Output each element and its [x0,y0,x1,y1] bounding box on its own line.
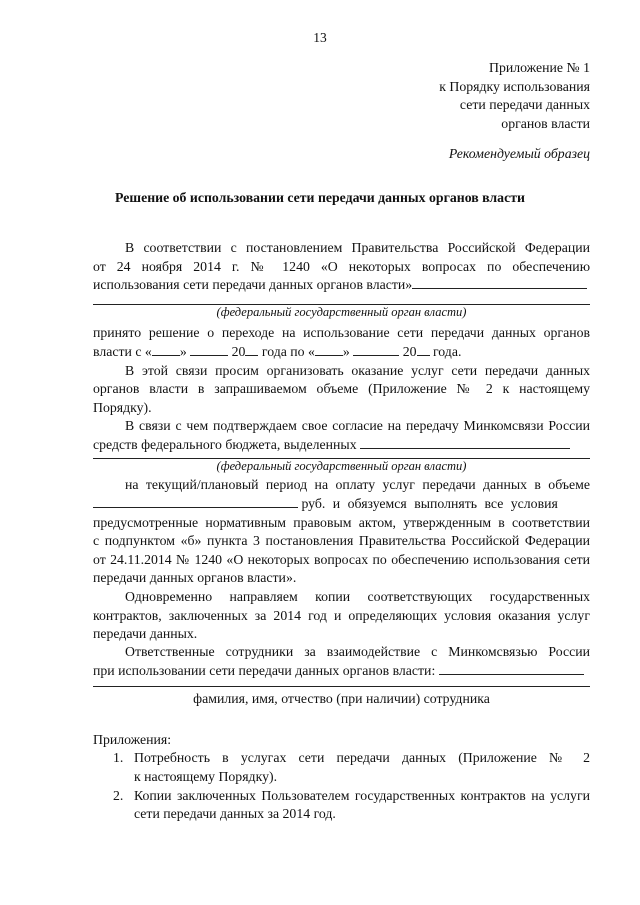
annex-line: сети передачи данных [459,97,590,113]
list-number: 2. [113,788,124,803]
text-fragment: при использовании сети передачи данных органов власти: [93,663,436,678]
blank-year[interactable] [417,344,430,356]
text-fragment: средств федерального бюджета, выделенных [93,437,357,452]
text-line: В связи с чем подтверждаем свое согласие на передачу Минкомсвязи России [125,418,590,433]
blank-day[interactable] [152,344,180,356]
blank-field[interactable] [412,277,587,289]
text-fragment: » [342,344,350,359]
text-fragment: 20 [231,344,246,359]
document-title: Решение об использовании сети передачи данных органов власти [115,190,525,205]
text-line [93,342,590,361]
list-item: Потребность в услугах сети передачи данных (Приложение № 2 [134,750,590,765]
text-fragment: года. [432,344,462,359]
field-caption: (федеральный государственный орган власти) [216,305,467,319]
blank-month[interactable] [353,344,399,356]
blank-year[interactable] [245,344,258,356]
text-line: на текущий/плановый период на оплату услуг передачи данных в объеме [125,477,590,492]
blank-field[interactable] [439,663,584,675]
text-line: В этой связи просим организовать оказание услуг сети передачи данных [125,363,590,378]
text-line [93,661,590,680]
text-line: контрактов, заключенных за 2014 год и определяющих условия оказания услуг [93,608,590,623]
text-line: Порядку). [93,400,152,415]
field-caption: (федеральный государственный орган власти) [216,459,467,473]
text-line: принято решение о переходе на использование сети передачи данных органов [93,325,590,340]
blank-day[interactable] [315,344,343,356]
text-fragment: 20 [402,344,417,359]
text-fragment: власти с « [93,344,152,359]
list-number: 1. [113,750,124,765]
sample-label: Рекомендуемый образец [448,146,590,161]
annex-reference [439,59,590,133]
list-item: Копии заключенных Пользователем государственных контрактов на услуги [134,788,590,803]
text-line [93,275,590,294]
text-line: передачи данных. [93,626,198,641]
text-line: предусмотренные нормативным правовым актом, утвержденным в соответствии [93,515,590,530]
text-line: от 24 ноября 2014 г. № 1240 «О некоторых вопросах по обеспечению [93,259,590,274]
list-item: сети передачи данных за 2014 год. [134,806,336,821]
text-line: В соответствии с постановлением Правительства Российской Федерации [125,240,590,255]
text-line [93,494,590,513]
text-line: органов власти в запрашиваемом объеме (Приложение № 2 к настоящему [93,381,590,396]
text-line: с подпунктом «б» пункта 3 постановления Правительства Российской Федерации [93,533,590,548]
page-number: 13 [313,30,327,45]
field-caption: фамилия, имя, отчество (при наличии) сотрудника [193,691,490,706]
text-fragment: » [179,344,187,359]
text-fragment: года по « [261,344,315,359]
blank-amount[interactable] [93,496,298,508]
text-line: передачи данных органов власти». [93,570,297,585]
list-item: к настоящему Порядку). [134,769,278,784]
text-line [93,435,590,454]
annex-line: Приложение № 1 [488,60,590,75]
fill-line[interactable] [93,686,590,687]
annex-line: органов власти [501,115,590,131]
text-line: Одновременно направляем копии соответствующих государственных [125,589,590,604]
text-fragment: руб. и обязуемся выполнять все условия [301,496,558,511]
attachments-heading: Приложения: [93,732,172,747]
blank-field[interactable] [360,437,570,449]
annex-line: к Порядку использования [439,78,590,94]
blank-month[interactable] [190,344,228,356]
text-line: от 24.11.2014 № 1240 «О некоторых вопросах по обеспечению использования сети [93,552,590,567]
text-fragment: использования сети передачи данных органов власти» [93,277,413,292]
text-line: Ответственные сотрудники за взаимодействие с Минкомсвязью России [125,644,590,659]
